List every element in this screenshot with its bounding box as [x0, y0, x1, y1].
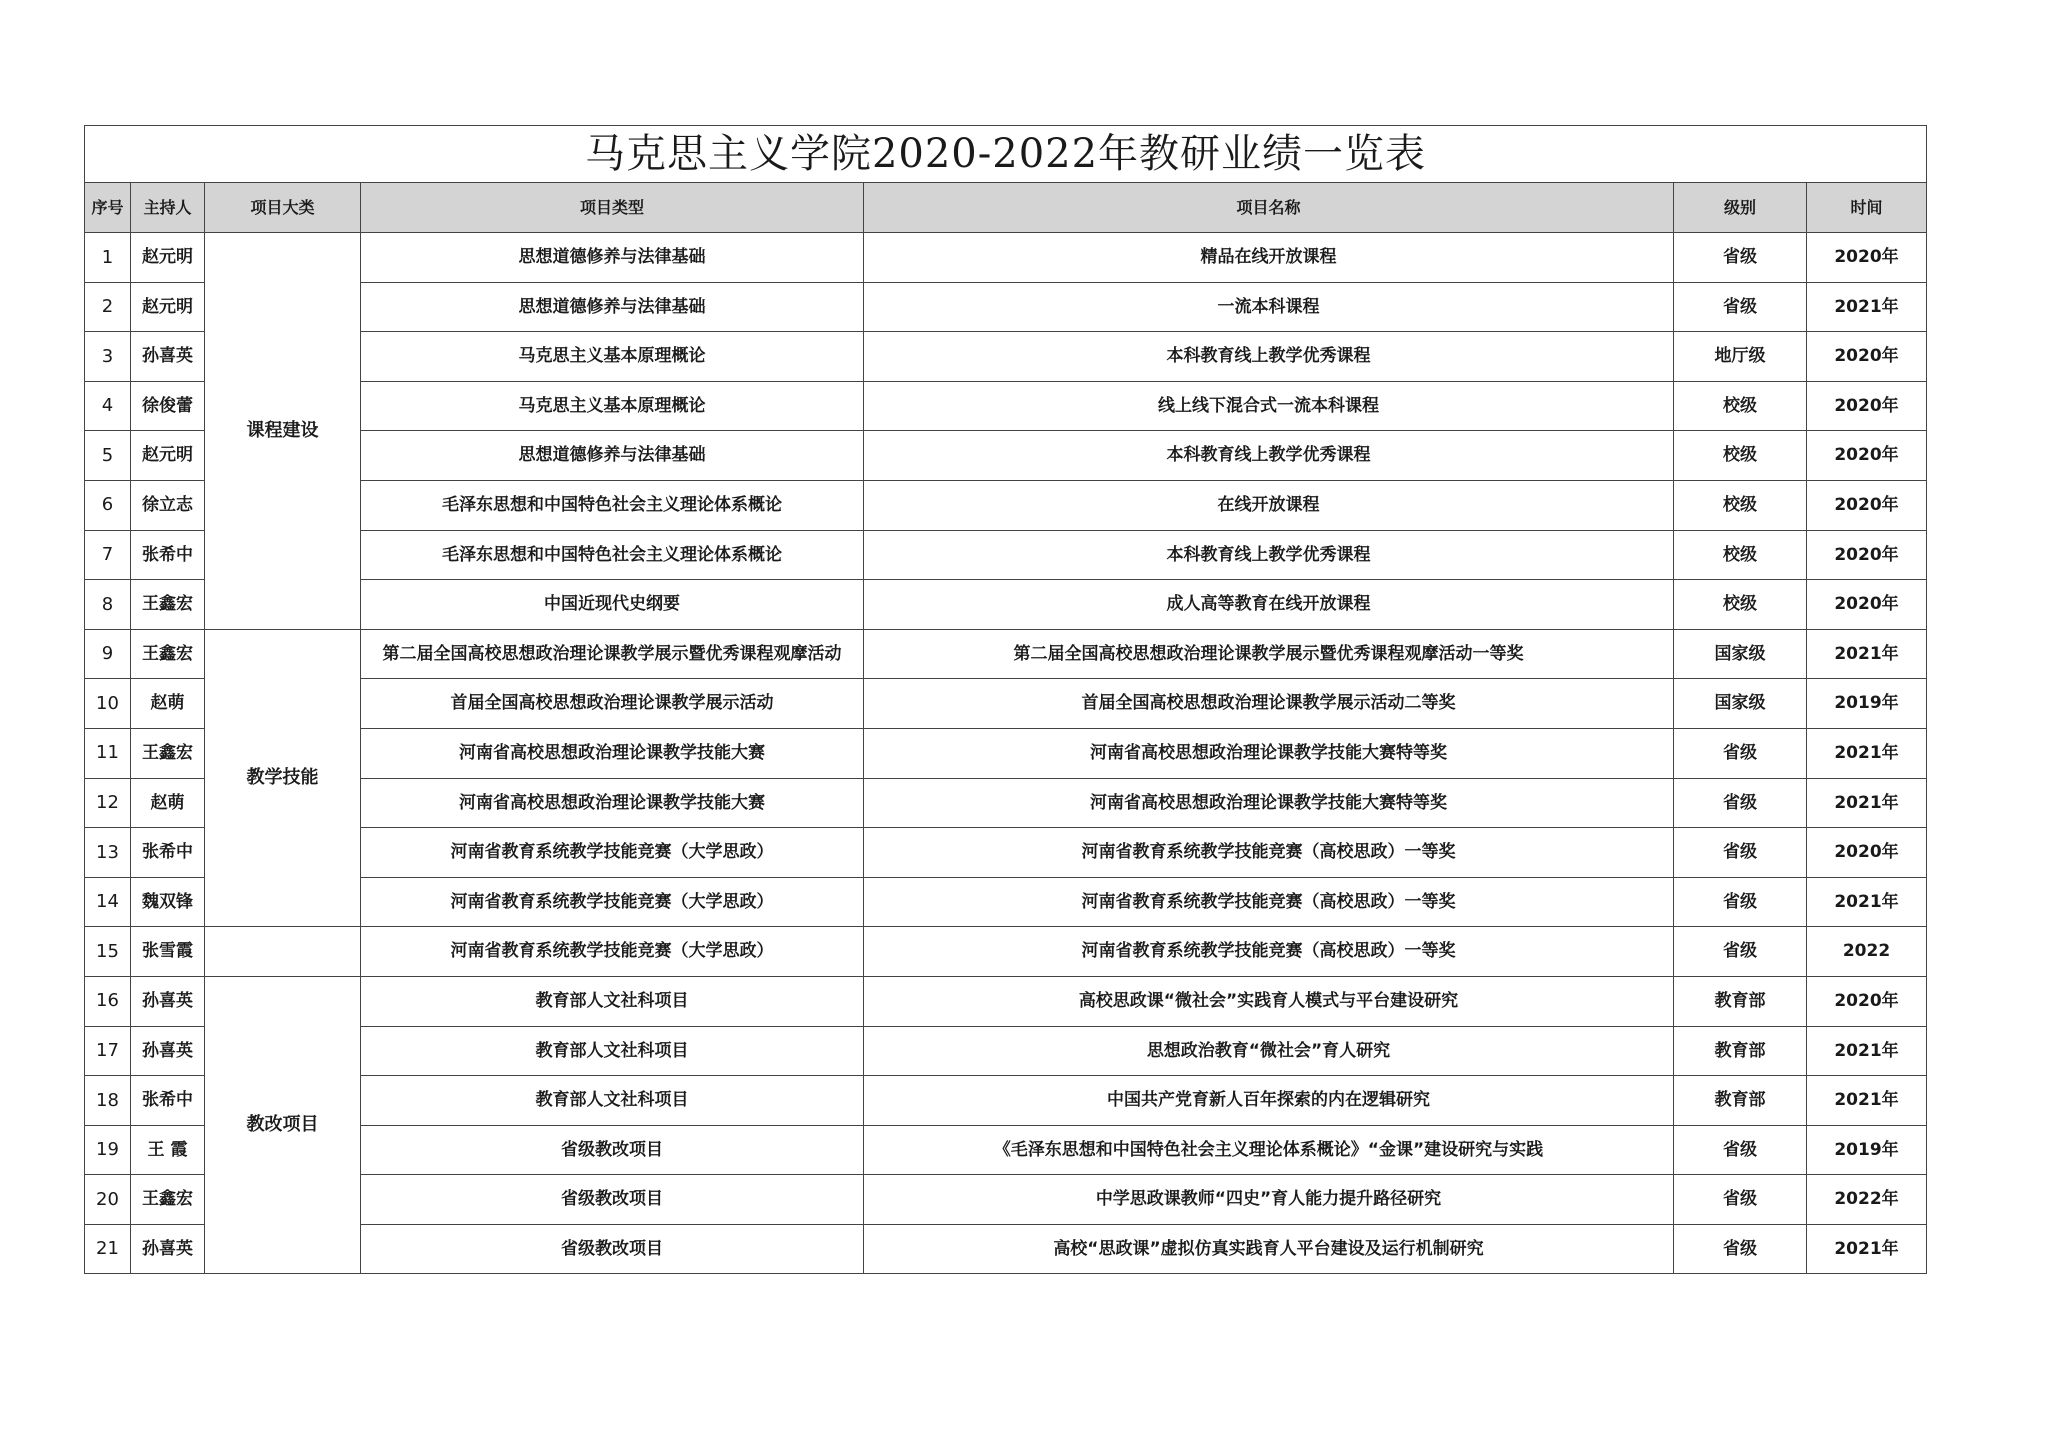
host-cell: 孙喜英 [131, 332, 205, 382]
time-cell: 2020年 [1807, 431, 1927, 481]
project-type-cell: 省级教改项目 [361, 1175, 864, 1225]
row-number-cell: 9 [85, 629, 131, 679]
table-row [85, 629, 1927, 679]
level-cell: 教育部 [1674, 1076, 1807, 1126]
level-cell: 教育部 [1674, 976, 1807, 1026]
category-cell: 课程建设 [205, 233, 361, 630]
level-cell: 校级 [1674, 381, 1807, 431]
level-cell: 校级 [1674, 480, 1807, 530]
level-cell: 省级 [1674, 1224, 1807, 1274]
table-row [85, 976, 1927, 1026]
level-cell: 校级 [1674, 431, 1807, 481]
level-cell: 省级 [1674, 1175, 1807, 1225]
time-cell: 2021年 [1807, 728, 1927, 778]
level-cell: 省级 [1674, 877, 1807, 927]
time-cell: 2021年 [1807, 282, 1927, 332]
table-row [85, 1026, 1927, 1076]
row-number-cell: 19 [85, 1125, 131, 1175]
row-number-cell: 17 [85, 1026, 131, 1076]
project-type-cell: 河南省教育系统教学技能竞赛（大学思政） [361, 927, 864, 977]
row-number-cell: 16 [85, 976, 131, 1026]
category-cell [205, 927, 361, 977]
host-cell: 赵萌 [131, 679, 205, 729]
header-cell: 项目类型 [361, 183, 864, 233]
time-cell: 2021年 [1807, 629, 1927, 679]
host-cell: 王鑫宏 [131, 1175, 205, 1225]
host-cell: 张希中 [131, 1076, 205, 1126]
table-row [85, 1125, 1927, 1175]
time-cell: 2020年 [1807, 332, 1927, 382]
project-type-cell: 省级教改项目 [361, 1224, 864, 1274]
time-cell: 2020年 [1807, 828, 1927, 878]
project-name-cell: 成人高等教育在线开放课程 [864, 580, 1674, 630]
row-number-cell: 1 [85, 233, 131, 283]
host-cell: 王鑫宏 [131, 728, 205, 778]
project-name-cell: 精品在线开放课程 [864, 233, 1674, 283]
table-row [85, 530, 1927, 580]
row-number-cell: 3 [85, 332, 131, 382]
project-type-cell: 教育部人文社科项目 [361, 1076, 864, 1126]
level-cell: 教育部 [1674, 1026, 1807, 1076]
row-number-cell: 7 [85, 530, 131, 580]
achievements-table [84, 125, 1927, 1274]
time-cell: 2021年 [1807, 1076, 1927, 1126]
level-cell: 省级 [1674, 828, 1807, 878]
row-number-cell: 4 [85, 381, 131, 431]
project-name-cell: 河南省教育系统教学技能竞赛（高校思政）一等奖 [864, 927, 1674, 977]
time-cell: 2021年 [1807, 778, 1927, 828]
project-name-cell: 河南省高校思想政治理论课教学技能大赛特等奖 [864, 778, 1674, 828]
host-cell: 孙喜英 [131, 976, 205, 1026]
table-row [85, 927, 1927, 977]
host-cell: 赵元明 [131, 431, 205, 481]
row-number-cell: 20 [85, 1175, 131, 1225]
project-type-cell: 思想道德修养与法律基础 [361, 233, 864, 283]
project-name-cell: 河南省教育系统教学技能竞赛（高校思政）一等奖 [864, 877, 1674, 927]
time-cell: 2022年 [1807, 1175, 1927, 1225]
project-type-cell: 河南省高校思想政治理论课教学技能大赛 [361, 778, 864, 828]
time-cell: 2019年 [1807, 679, 1927, 729]
project-type-cell: 第二届全国高校思想政治理论课教学展示暨优秀课程观摩活动 [361, 629, 864, 679]
project-name-cell: 中学思政课教师“四史”育人能力提升路径研究 [864, 1175, 1674, 1225]
row-number-cell: 12 [85, 778, 131, 828]
table-row [85, 1076, 1927, 1126]
project-type-cell: 省级教改项目 [361, 1125, 864, 1175]
row-number-cell: 8 [85, 580, 131, 630]
project-type-cell: 河南省教育系统教学技能竞赛（大学思政） [361, 877, 864, 927]
table-title: 马克思主义学院2020-2022年教研业绩一览表 [85, 126, 1927, 183]
table-row [85, 728, 1927, 778]
level-cell: 国家级 [1674, 629, 1807, 679]
time-cell: 2020年 [1807, 976, 1927, 1026]
header-cell: 主持人 [131, 183, 205, 233]
project-name-cell: 中国共产党育新人百年探索的内在逻辑研究 [864, 1076, 1674, 1126]
header-row [85, 183, 1927, 233]
project-name-cell: 第二届全国高校思想政治理论课教学展示暨优秀课程观摩活动一等奖 [864, 629, 1674, 679]
category-cell: 教改项目 [205, 976, 361, 1274]
project-name-cell: 本科教育线上教学优秀课程 [864, 431, 1674, 481]
row-number-cell: 5 [85, 431, 131, 481]
table-row [85, 332, 1927, 382]
row-number-cell: 10 [85, 679, 131, 729]
project-name-cell: 河南省教育系统教学技能竞赛（高校思政）一等奖 [864, 828, 1674, 878]
time-cell: 2019年 [1807, 1125, 1927, 1175]
time-cell: 2020年 [1807, 580, 1927, 630]
table-row [85, 480, 1927, 530]
table-row [85, 679, 1927, 729]
project-type-cell: 教育部人文社科项目 [361, 976, 864, 1026]
project-type-cell: 毛泽东思想和中国特色社会主义理论体系概论 [361, 480, 864, 530]
table-row [85, 778, 1927, 828]
table-row [85, 1175, 1927, 1225]
host-cell: 徐立志 [131, 480, 205, 530]
category-cell: 教学技能 [205, 629, 361, 927]
host-cell: 孙喜英 [131, 1224, 205, 1274]
project-name-cell: 本科教育线上教学优秀课程 [864, 530, 1674, 580]
level-cell: 地厅级 [1674, 332, 1807, 382]
level-cell: 省级 [1674, 927, 1807, 977]
time-cell: 2020年 [1807, 530, 1927, 580]
host-cell: 赵萌 [131, 778, 205, 828]
host-cell: 王 霞 [131, 1125, 205, 1175]
project-name-cell: 思想政治教育“微社会”育人研究 [864, 1026, 1674, 1076]
host-cell: 魏双锋 [131, 877, 205, 927]
level-cell: 校级 [1674, 580, 1807, 630]
table-row [85, 233, 1927, 283]
project-name-cell: 河南省高校思想政治理论课教学技能大赛特等奖 [864, 728, 1674, 778]
project-type-cell: 马克思主义基本原理概论 [361, 332, 864, 382]
header-cell: 时间 [1807, 183, 1927, 233]
level-cell: 省级 [1674, 282, 1807, 332]
table-row [85, 282, 1927, 332]
time-cell: 2021年 [1807, 877, 1927, 927]
host-cell: 王鑫宏 [131, 629, 205, 679]
time-cell: 2020年 [1807, 233, 1927, 283]
header-cell: 级别 [1674, 183, 1807, 233]
project-type-cell: 首届全国高校思想政治理论课教学展示活动 [361, 679, 864, 729]
table-row [85, 381, 1927, 431]
level-cell: 省级 [1674, 1125, 1807, 1175]
row-number-cell: 14 [85, 877, 131, 927]
host-cell: 王鑫宏 [131, 580, 205, 630]
row-number-cell: 6 [85, 480, 131, 530]
table-row [85, 828, 1927, 878]
host-cell: 张希中 [131, 530, 205, 580]
time-cell: 2020年 [1807, 480, 1927, 530]
project-name-cell: 《毛泽东思想和中国特色社会主义理论体系概论》“金课”建设研究与实践 [864, 1125, 1674, 1175]
project-name-cell: 一流本科课程 [864, 282, 1674, 332]
time-cell: 2020年 [1807, 381, 1927, 431]
level-cell: 省级 [1674, 728, 1807, 778]
host-cell: 张雪霞 [131, 927, 205, 977]
table-row [85, 1224, 1927, 1274]
header-cell: 序号 [85, 183, 131, 233]
project-name-cell: 高校思政课“微社会”实践育人模式与平台建设研究 [864, 976, 1674, 1026]
level-cell: 校级 [1674, 530, 1807, 580]
project-name-cell: 本科教育线上教学优秀课程 [864, 332, 1674, 382]
row-number-cell: 21 [85, 1224, 131, 1274]
document-sheet [84, 125, 1926, 1274]
host-cell: 徐俊蕾 [131, 381, 205, 431]
project-type-cell: 教育部人文社科项目 [361, 1026, 864, 1076]
project-type-cell: 河南省教育系统教学技能竞赛（大学思政） [361, 828, 864, 878]
row-number-cell: 13 [85, 828, 131, 878]
time-cell: 2021年 [1807, 1026, 1927, 1076]
row-number-cell: 2 [85, 282, 131, 332]
table-row [85, 877, 1927, 927]
host-cell: 张希中 [131, 828, 205, 878]
header-cell: 项目大类 [205, 183, 361, 233]
row-number-cell: 11 [85, 728, 131, 778]
project-name-cell: 首届全国高校思想政治理论课教学展示活动二等奖 [864, 679, 1674, 729]
host-cell: 赵元明 [131, 233, 205, 283]
project-type-cell: 马克思主义基本原理概论 [361, 381, 864, 431]
table-row [85, 580, 1927, 630]
level-cell: 省级 [1674, 233, 1807, 283]
project-type-cell: 思想道德修养与法律基础 [361, 431, 864, 481]
row-number-cell: 18 [85, 1076, 131, 1126]
project-name-cell: 线上线下混合式一流本科课程 [864, 381, 1674, 431]
project-name-cell: 在线开放课程 [864, 480, 1674, 530]
project-type-cell: 中国近现代史纲要 [361, 580, 864, 630]
level-cell: 国家级 [1674, 679, 1807, 729]
project-name-cell: 高校“思政课”虚拟仿真实践育人平台建设及运行机制研究 [864, 1224, 1674, 1274]
header-cell: 项目名称 [864, 183, 1674, 233]
project-type-cell: 河南省高校思想政治理论课教学技能大赛 [361, 728, 864, 778]
level-cell: 省级 [1674, 778, 1807, 828]
time-cell: 2022 [1807, 927, 1927, 977]
project-type-cell: 毛泽东思想和中国特色社会主义理论体系概论 [361, 530, 864, 580]
table-row [85, 431, 1927, 481]
time-cell: 2021年 [1807, 1224, 1927, 1274]
project-type-cell: 思想道德修养与法律基础 [361, 282, 864, 332]
host-cell: 赵元明 [131, 282, 205, 332]
host-cell: 孙喜英 [131, 1026, 205, 1076]
row-number-cell: 15 [85, 927, 131, 977]
